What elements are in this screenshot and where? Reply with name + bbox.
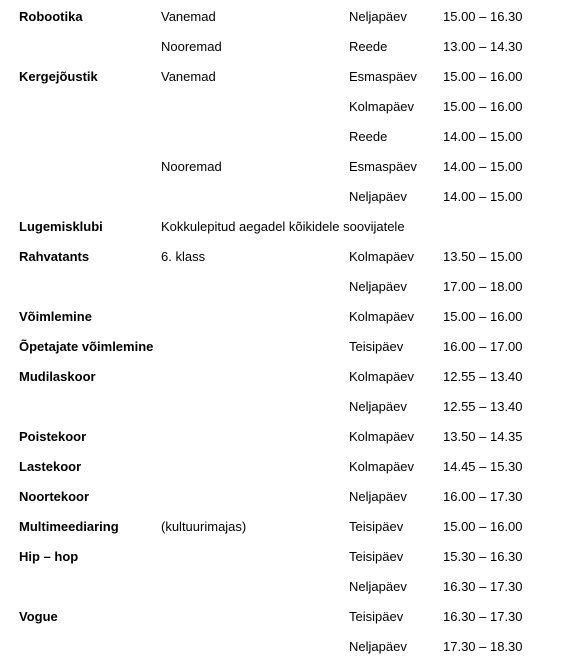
day-cell: Kolmapäev: [349, 309, 415, 324]
schedule-row: [0, 547, 576, 567]
schedule-row: [0, 457, 576, 477]
activity-cell: Õpetajate võimlemine: [19, 339, 154, 354]
day-cell: Neljapäev: [349, 189, 407, 204]
schedule-row: [0, 187, 576, 207]
day-cell: Teisipäev: [349, 519, 404, 534]
day-cell: Kolmapäev: [349, 99, 415, 114]
activity-cell: Mudilaskoor: [19, 369, 96, 384]
group-cell: Nooremad: [161, 159, 222, 174]
time-cell: 15.00 – 16.00: [443, 519, 523, 534]
schedule-row: [0, 337, 576, 357]
schedule-row: [0, 367, 576, 387]
schedule-row: [0, 607, 576, 627]
day-cell: Esmaspäev: [349, 159, 417, 174]
schedule-row: [0, 127, 576, 147]
activity-cell: Noortekoor: [19, 489, 90, 504]
time-cell: 13.00 – 14.30: [443, 39, 523, 54]
day-cell: Reede: [349, 39, 388, 54]
schedule-row: [0, 487, 576, 507]
time-cell: 16.00 – 17.00: [443, 339, 523, 354]
day-cell: Neljapäev: [349, 639, 407, 654]
group-cell: Vanemad: [161, 69, 216, 84]
day-cell: Kolmapäev: [349, 369, 415, 384]
schedule-row: [0, 67, 576, 87]
time-cell: 12.55 – 13.40: [443, 369, 523, 384]
time-cell: 14.00 – 15.00: [443, 189, 523, 204]
time-cell: 16.00 – 17.30: [443, 489, 523, 504]
day-cell: Reede: [349, 129, 388, 144]
schedule-row: [0, 517, 576, 537]
activity-cell: Vogue: [19, 609, 58, 624]
time-cell: 15.00 – 16.00: [443, 99, 523, 114]
activity-cell: Lugemisklubi: [19, 219, 103, 234]
day-cell: Kolmapäev: [349, 249, 415, 264]
day-cell: Neljapäev: [349, 9, 407, 24]
time-cell: 14.00 – 15.00: [443, 159, 523, 174]
time-cell: 14.45 – 15.30: [443, 459, 523, 474]
group-cell: 6. klass: [161, 249, 206, 264]
time-cell: 13.50 – 14.35: [443, 429, 523, 444]
schedule-row: [0, 217, 576, 237]
activity-cell: Poistekoor: [19, 429, 87, 444]
schedule-row: [0, 37, 576, 57]
day-cell: Kolmapäev: [349, 429, 415, 444]
activity-cell: Robootika: [19, 9, 83, 24]
activity-cell: Lastekoor: [19, 459, 82, 474]
schedule-row: [0, 277, 576, 297]
activity-cell: Võimlemine: [19, 309, 92, 324]
day-cell: Teisipäev: [349, 549, 404, 564]
day-cell: Neljapäev: [349, 279, 407, 294]
schedule-row: [0, 307, 576, 327]
time-cell: 17.00 – 18.00: [443, 279, 523, 294]
time-cell: 16.30 – 17.30: [443, 579, 523, 594]
day-cell: Esmaspäev: [349, 69, 417, 84]
activity-cell: Kergejõustik: [19, 69, 98, 84]
time-cell: 14.00 – 15.00: [443, 129, 523, 144]
time-cell: 12.55 – 13.40: [443, 399, 523, 414]
day-cell: Neljapäev: [349, 489, 407, 504]
schedule-row: [0, 247, 576, 267]
schedule-row: [0, 637, 576, 657]
time-cell: 15.00 – 16.00: [443, 69, 523, 84]
activity-cell: Hip – hop: [19, 549, 79, 564]
time-cell: 13.50 – 15.00: [443, 249, 523, 264]
time-cell: 17.30 – 18.30: [443, 639, 523, 654]
group-cell: (kultuurimajas): [161, 519, 247, 534]
activity-cell: Rahvatants: [19, 249, 90, 264]
day-cell: Kolmapäev: [349, 459, 415, 474]
day-cell: Neljapäev: [349, 399, 407, 414]
schedule-row: [0, 397, 576, 417]
group-cell: Nooremad: [161, 39, 222, 54]
time-cell: 15.30 – 16.30: [443, 549, 523, 564]
day-cell: Teisipäev: [349, 339, 404, 354]
schedule-row: [0, 577, 576, 597]
day-cell: Neljapäev: [349, 579, 407, 594]
activity-cell: Multimeediaring: [19, 519, 119, 534]
group-cell: Kokkulepitud aegadel kõikidele soovijatele: [161, 219, 405, 234]
time-cell: 15.00 – 16.30: [443, 9, 523, 24]
schedule-row: [0, 7, 576, 27]
schedule-row: [0, 97, 576, 117]
schedule-row: [0, 157, 576, 177]
time-cell: 16.30 – 17.30: [443, 609, 523, 624]
group-cell: Vanemad: [161, 9, 216, 24]
schedule-row: [0, 427, 576, 447]
day-cell: Teisipäev: [349, 609, 404, 624]
time-cell: 15.00 – 16.00: [443, 309, 523, 324]
